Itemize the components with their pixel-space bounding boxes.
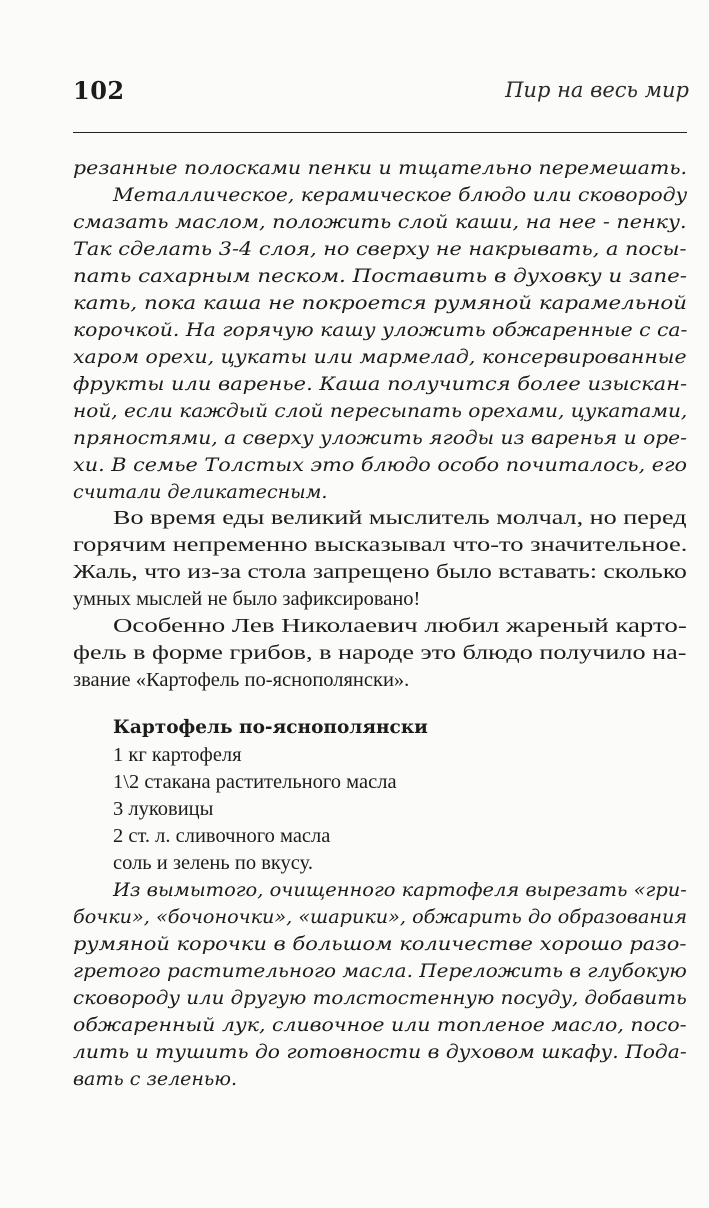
text-line: сковороду или другую толстостенную посуду, добавить (73, 987, 687, 1009)
text-line: ной, если каждый слой пересыпать орехами, цукатами, (73, 400, 688, 422)
ingredient-item: 1\2 стакана растительного масла (113, 771, 397, 793)
text-line: Особенно Лев Николаевич любил жареный карто- (113, 615, 687, 637)
text-line: пать сахарным песком. Поставить в духовку и запе- (73, 265, 687, 287)
text-line: горячим непременно высказывал что-то значительное. (73, 534, 688, 556)
text-line: кать, пока каша не покроется румяной карамельной (73, 292, 688, 314)
text-line: фель в форме грибов, в народе это блюдо получило на- (73, 642, 687, 664)
ingredient-item: 1 кг картофеля (113, 744, 242, 766)
text-line: звание «Картофель по-яснополянски». (73, 669, 410, 691)
ingredient-item: 2 ст. л. сливочного масла (113, 825, 331, 847)
text-line: харом орехи, цукаты или мармелад, консервированные (73, 346, 687, 368)
text-line: резанные полосками пенки и тщательно перемешать. (73, 157, 688, 179)
text-line: Так сделать 3-4 слоя, но сверху не накрывать, а посы- (73, 238, 687, 260)
header-rule (73, 132, 687, 133)
text-line: считали деликатесным. (73, 481, 328, 503)
text-line: Металлическое, керамическое блюдо или сковороду (113, 184, 688, 206)
text-line: бочки», «бочоночки», «шарики», обжарить до образования (73, 906, 688, 928)
text-line: Во время еды великий мыслитель молчал, но перед (113, 507, 687, 529)
recipe-title: Картофель по-яснополянски (113, 717, 428, 738)
ingredient-item: соль и зелень по вкусу. (113, 852, 313, 874)
text-line: гретого растительного масла. Переложить в глубокую (73, 960, 687, 982)
text-line: вать с зеленью. (73, 1068, 238, 1090)
text-line: лить и тушить до готовности в духовом шкафу. Пода- (73, 1041, 687, 1063)
text-line: смазать маслом, положить слой каши, на нее - пенку. (73, 211, 687, 233)
text-line: румяной корочки в большом количестве хорошо разо- (73, 933, 687, 955)
page-number: 102 (73, 76, 125, 105)
text-line: умных мыслей не было зафиксировано! (73, 588, 421, 610)
text-line: хи. В семье Толстых это блюдо особо почиталось, его (73, 454, 688, 476)
text-line: фрукты или варенье. Каша получится более изыскан- (73, 373, 688, 395)
running-title: Пир на весь мир (505, 78, 689, 102)
text-line: пряностями, а сверху уложить ягоды из варенья и оре- (73, 427, 687, 449)
ingredient-item: 3 луковицы (113, 798, 214, 820)
text-line: корочкой. На горячую кашу уложить обжаренные с са- (73, 319, 688, 341)
text-line: Из вымытого, очищенного картофеля вырезать «гри- (113, 879, 687, 901)
text-line: обжаренный лук, сливочное или топленое масло, посо- (73, 1014, 687, 1036)
text-line: Жаль, что из-за стола запрещено было вставать: сколько (73, 561, 687, 583)
